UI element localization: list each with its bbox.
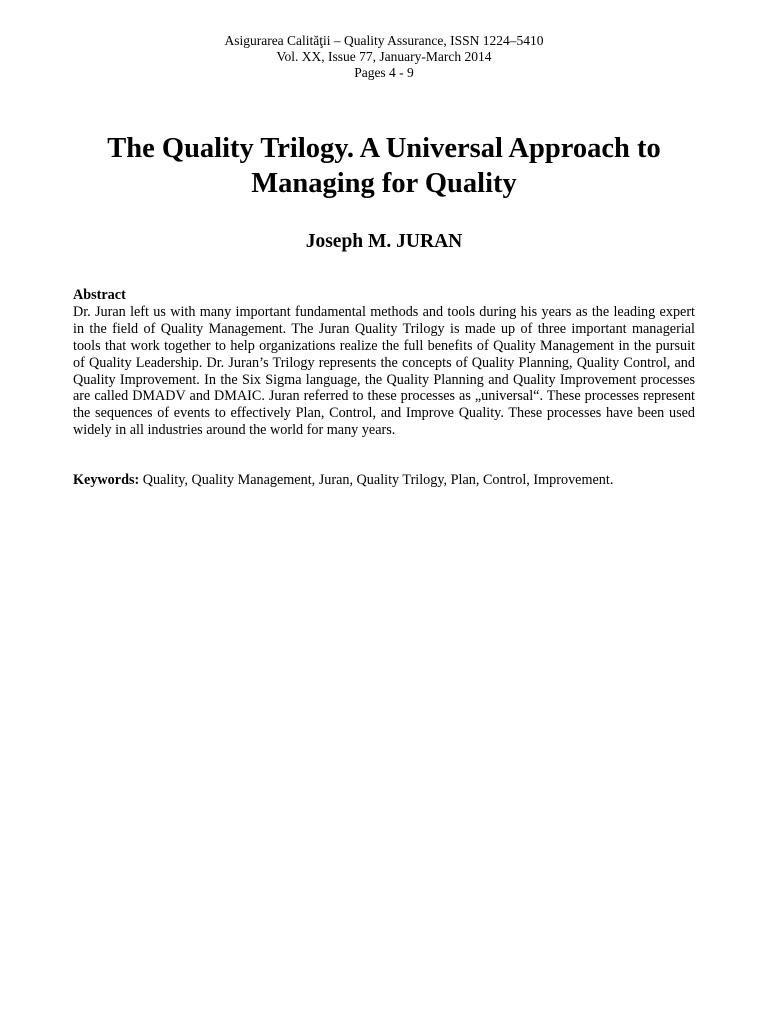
journal-header [0, 33, 768, 81]
article-title-line-2: Managing for Quality [251, 168, 517, 199]
keywords-label: Keywords: [73, 472, 140, 488]
author-name: Joseph M. JURAN [305, 231, 463, 252]
abstract-section [73, 287, 695, 439]
journal-header-line-1: Asigurarea Calităţii – Quality Assurance, ISSN 1224–5410 [224, 33, 544, 48]
abstract-heading: Abstract [73, 287, 126, 303]
keywords-text: Quality, Quality Management, Juran, Quality Trilogy, Plan, Control, Improvement. [139, 472, 614, 488]
keywords-section [73, 472, 713, 489]
journal-header-line-3: Pages 4 - 9 [354, 65, 414, 80]
journal-header-line-2: Vol. XX, Issue 77, January-March 2014 [276, 49, 492, 64]
abstract-body: Dr. Juran left us with many important fundamental methods and tools during his years as the leading expert in the field of Quality Management. The Juran Quality Trilogy is made up of three important managerial tools that work together to help organizations realize the full benefits of Quality Management in the pursuit of Quality Leadership. Dr. Juran’s Trilogy represents the concepts of Quality Planning, Quality Control, and Quality Improvement. In the Six Sigma language, the Quality Planning and Quality Improvement processes are called DMADV and DMAIC. Juran referred to these processes as „universal“. These processes represent the sequences of events to effectively Plan, Control, and Improve Quality. These processes have been used widely in all industries around the world for many years. [73, 303, 695, 439]
article-title [40, 131, 728, 201]
article-title-line-1: The Quality Trilogy. A Universal Approach to [107, 133, 661, 164]
